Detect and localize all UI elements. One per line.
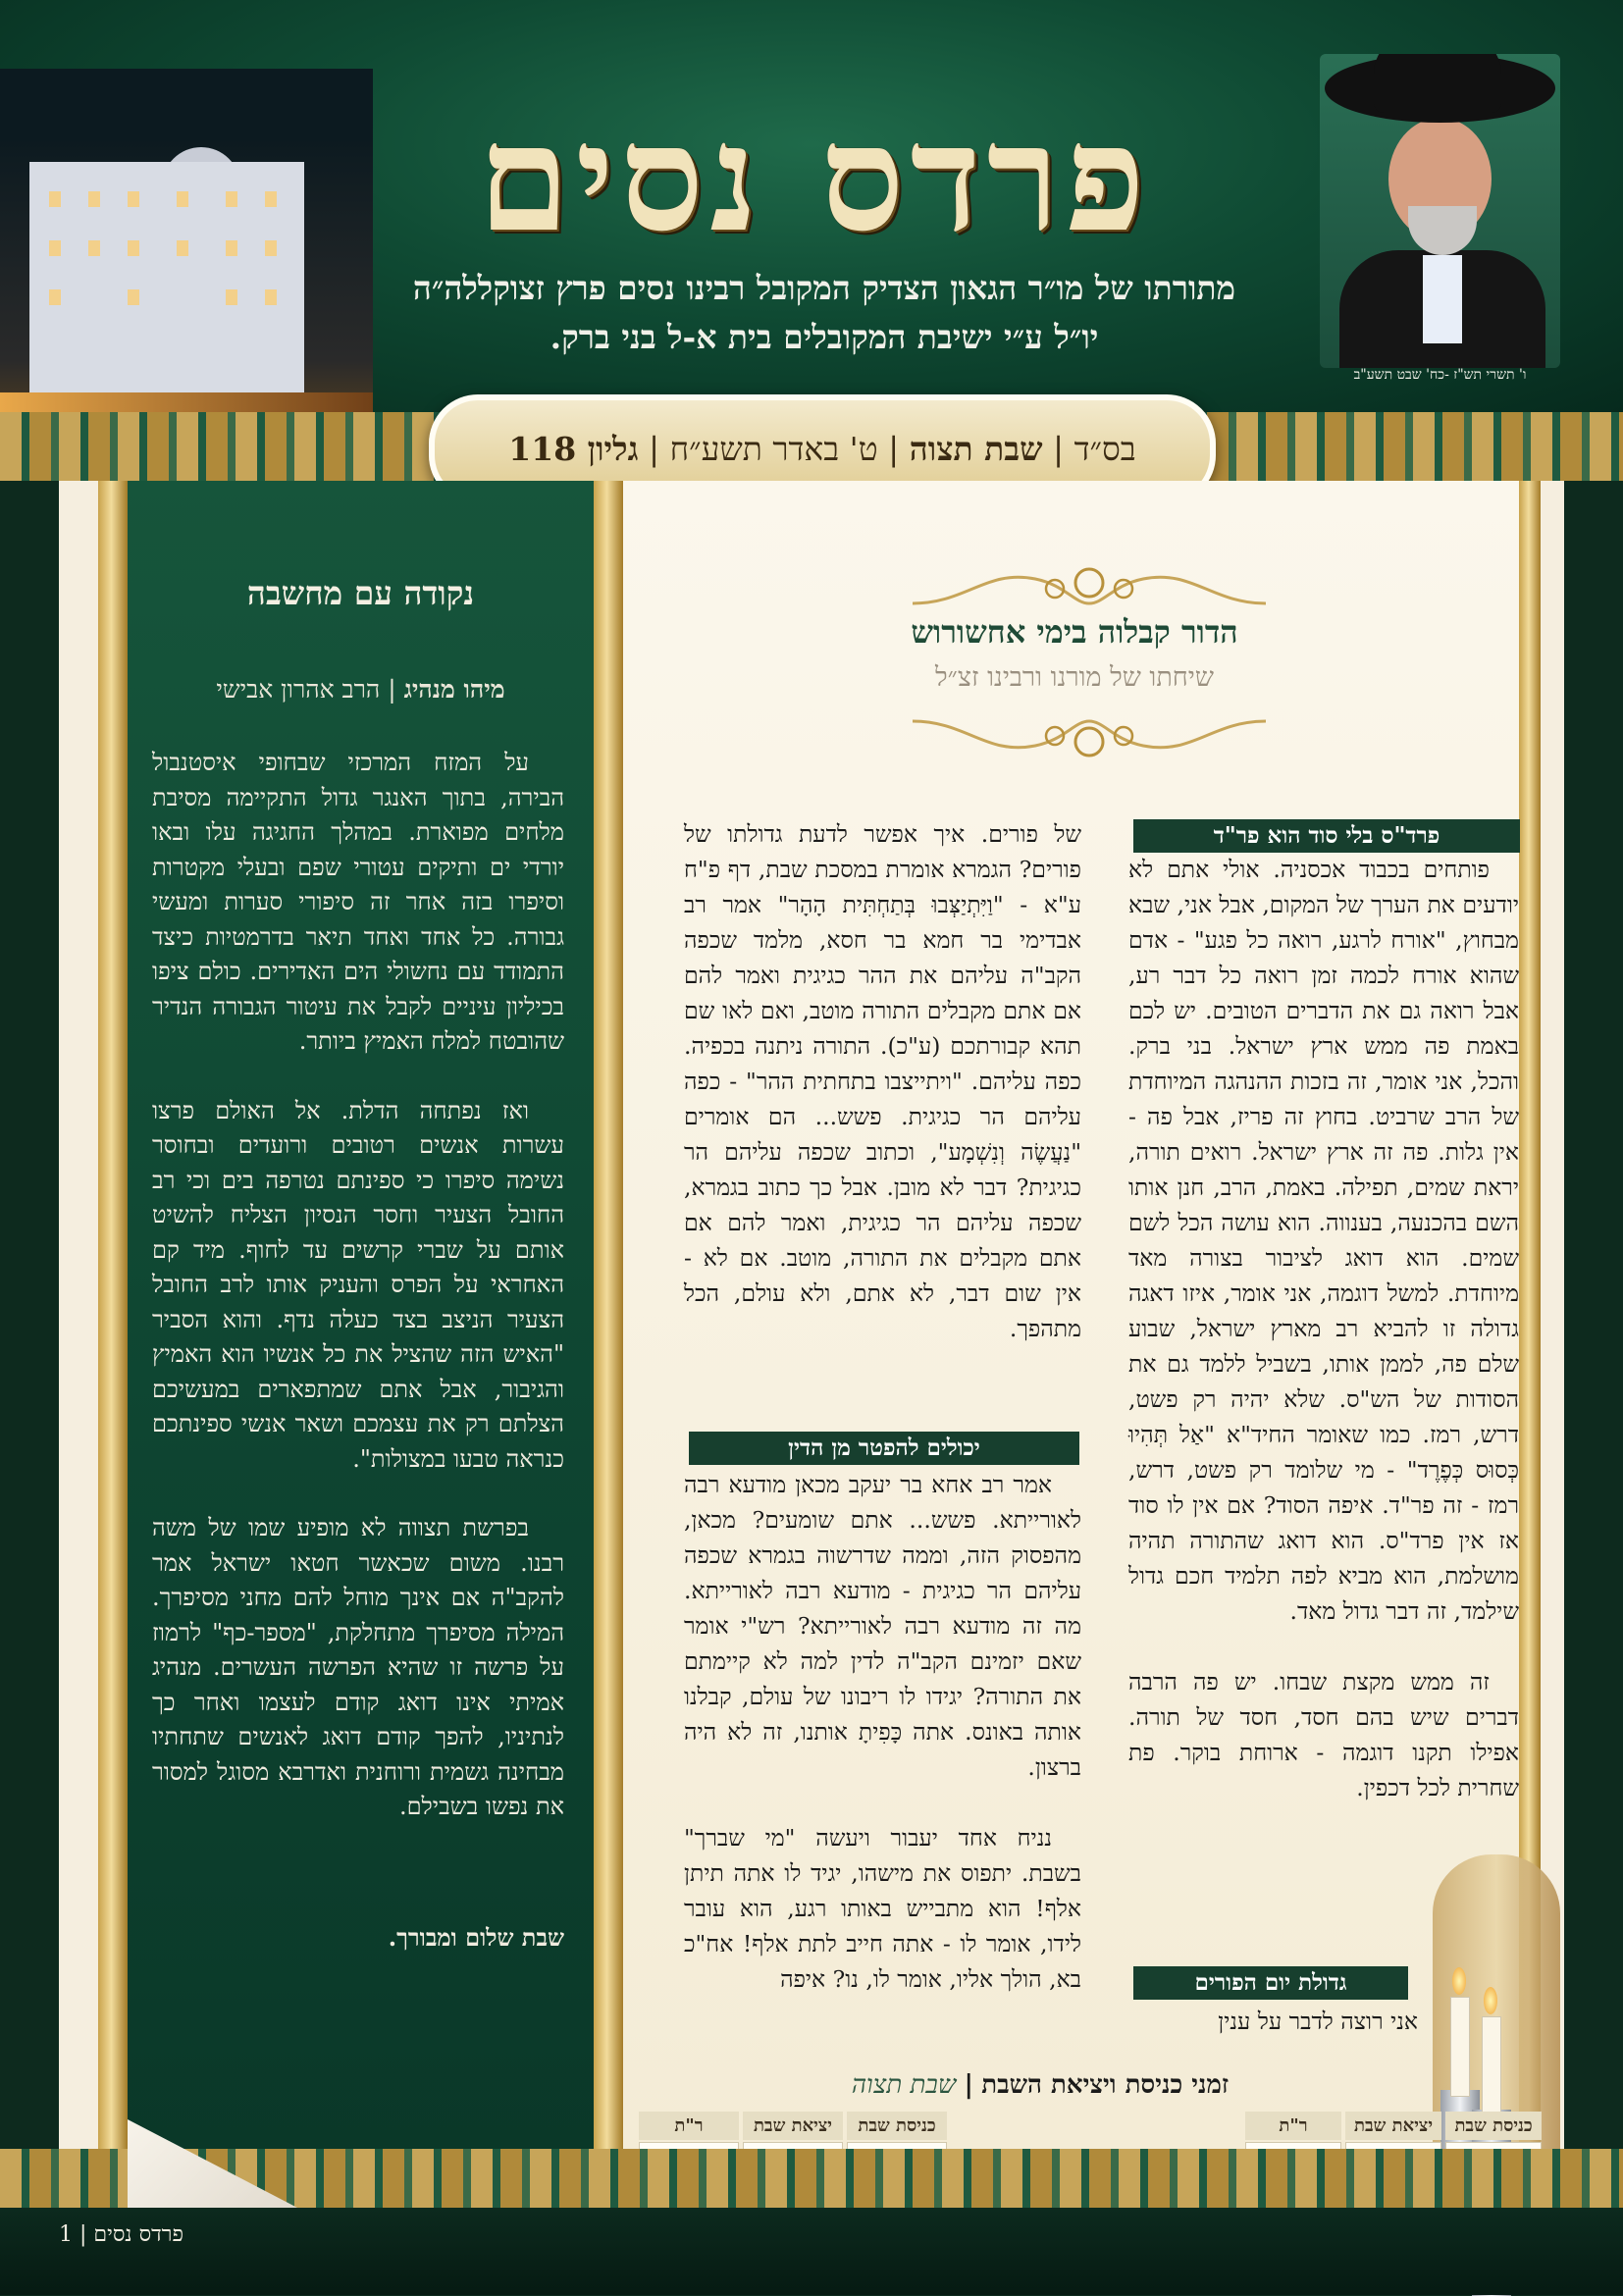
header-shabbat-ends: יציאת שבת: [1345, 2112, 1441, 2140]
banner-separator: |: [1053, 430, 1065, 468]
gold-pillar: [98, 481, 128, 2149]
sidebar-paragraph: בפרשת תצווה לא מופיע שמו של משה רבנו. משום שכאשר חטאו ישראל אמר להקב"ה אם אינך מוחל להם מחני מסיפרך. המילה מסיפרך מתחלקת, "מספר-כף" לרמוז על פרשה זו שהיא הפרשה העשרים. מנהיג אמיתי אינו דואג קודם לעצמו ואחר כך לנתיניו, להפך קודם דואג לאנשים שתחתיו מבחינה גשמית ורוחנית ואדרבא מסוגל למסור את נפשו בשבילם.: [152, 1514, 564, 1820]
ornament-medallion: [1075, 728, 1103, 756]
article-column-right: [1128, 852, 1519, 1841]
window: [265, 289, 277, 305]
rabbi-portrait: [1320, 54, 1560, 368]
sidebar-body: [152, 746, 564, 1859]
window: [49, 289, 61, 305]
banner-bsd: בס״ד: [1073, 430, 1136, 468]
sidebar-byline-topic: מיהו מנהיג: [403, 675, 505, 704]
sidebar-byline: [147, 675, 574, 704]
street-lights: [0, 392, 373, 412]
sidebar-paragraph: ואז נפתחה הדלת. אל האולם פרצו עשרות אנשים רטובים ורועדים ובחוסר נשימה סיפרו כי ספינתם נטרפה בים וכי רב החובל הצעיר וחסר הנסיון הצליח להשיט אותם על שברי קרשים עד לחוף. מיד קם האחראי על הפרס והעניק אותו לרב החובל הצעיר הניצב בצד כעלה נדף. והוא הסביר "האיש הזה שהציל את כל אנשיו הוא האמיץ והגיבור, אבל אתם שמתפארים במעשיכם הצלתם רק את עצמכם ושאר אנשי ספינתכם כנראה טבעו במצולות".: [152, 1096, 564, 1473]
window: [265, 240, 277, 256]
ornament-medallion: [1075, 569, 1103, 597]
header-subtitle-1: מתורתו של מו״ר הגאון הצדיק המקובל רבינו נסים פרץ זצוקללה״ה: [412, 269, 1236, 307]
window: [128, 240, 139, 256]
banner-issue: גליון 118: [508, 430, 639, 468]
candle: [1482, 2016, 1501, 2116]
article-paragraph: נניח אחד יעבור ויעשה "מי שברך" בשבת. יתפוס את מישהו, יגיד לו אתה תיתן אלף! הוא מתבייש באותו רגע, הוא עובר לידו, אומר לו - אתה חייב לתת אלף! אח"כ בא, הולך אליו, אומר לו, נו? איפה: [684, 1824, 1081, 1993]
header-shabbat-ends: יציאת שבת: [743, 2112, 843, 2140]
section-heading: פרד"ס בלי סוד הוא פר"ד: [1133, 819, 1520, 853]
flame-icon: [1484, 1987, 1497, 2014]
ornament-top-icon: [908, 559, 1271, 618]
portrait-shirt: [1423, 255, 1462, 343]
window: [226, 240, 237, 256]
window: [177, 240, 188, 256]
header-candle-lighting: כניסת שבת: [847, 2112, 947, 2140]
window: [49, 240, 61, 256]
article-paragraph: אמר רב אחא בר יעקב מכאן מודעא רבה לאורייתא. פשש... אתם שומעים? מכאן, מהפסוק הזה, וממה שדרשוה בגמרא שכפה עליהם הר כגיגית - מודעא רבה לאורייתא. מה זה מודעא רבה לאורייתא? רש"י אומר שאם יזמינם הקב"ה לדין למה לא קיימתם את התורה? יגידו לו ריבונו של עולם, קבלנו אותה באונס. אתה כָּפִיתָ אותנו, זה לא היה ברצון.: [684, 1471, 1081, 1781]
article-paragraph: של פורים. איך אפשר לדעת גדולתו של פורים? הגמרא אומרת במסכת שבת, דף פ"ח ע"א - "וַיִּתְיַצְּבוּ בְּתַחְתִּית הָהָר" אמר רב אבדימי בר חמא בר חסא, מלמד שכפה הקב"ה עליהם את ההר כגיגית ואמר להם אם אתם מקבלים התורה מוטב, ואם לאו שם תהא קבורתכם (ע"כ). התורה ניתנה בכפיה. כפה עליהם. "ויתייצבו בתחתית ההר" - כפה עליהם הר כגיגית. פשש... הם אומרים "נַעֲשֶׂה וְנִשְׁמָע", וכתוב שכפה עליהם הר כגיגית? דבר לא מובן. אבל כך כתוב בגמרא, שכפה עליהם הר כגיגית, ואמר להם אם אתם מקבלים את התורה, מוטב. אם לא - אין שום דבר, לא אתם, ולא עולם, הכל מתהפך.: [684, 820, 1081, 1342]
candle: [1450, 1997, 1470, 2097]
times-title: [687, 2070, 1393, 2100]
header-subtitle-2: יו״ל ע״י ישיבת המקובלים בית א-ל בני ברק.: [550, 318, 1099, 356]
footer: [0, 2208, 1623, 2295]
city-header-empty: [951, 2112, 1027, 2140]
ornament-bottom-icon: [908, 706, 1271, 765]
footer-separator: |: [79, 2222, 87, 2247]
section-heading: גדולת יום הפורים: [1133, 1966, 1408, 2000]
portrait-beard: [1408, 206, 1477, 255]
yeshiva-building-image: [0, 69, 373, 412]
ornament-scroll-line: [913, 721, 1266, 748]
building-facade: [29, 162, 304, 397]
sidebar-paragraph: על המזח המרכזי שבחופי איסטנבול הבירה, בתוך האנגר גדול התקיימה מסיבת מלחים מפוארת. במהלך החגיגה עלו ובאו יורדי ים ותיקים עטורי שפם ובעלי מקטרות וסיפרו בזה אחר זה סיפורי סערות ומעשי גבורה. כל אחד ואחד תיאר בדרמטיות כיצד התמודד עם נחשולי הים האדירים. כולם ציפו בכיליון עיניים לקבל את עיטור הגבורה הנדיר שהובטח למלח האמיץ ביותר.: [152, 749, 564, 1055]
banner-separator: |: [649, 430, 660, 468]
header-title: פרדס נסים: [477, 92, 1151, 265]
page-number: 1: [59, 2222, 73, 2247]
sidebar-byline-author: הרב אהרון אבישי: [216, 675, 381, 704]
times-header-row: [1245, 2112, 1619, 2140]
window: [226, 289, 237, 305]
header-rabbeinu-tam: ר"ת: [639, 2112, 739, 2140]
times-separator: |: [964, 2070, 973, 2100]
window: [88, 240, 100, 256]
times-header-row: [639, 2112, 1027, 2140]
article-paragraph: פותחים בכבוד אכסניה. אולי אתם לא יודעים את הערך של המקום, אבל אני, שבא מבחוץ, "אורח לרגע, רואה כל פגע" - אדם שהוא אורח לכמה זמן רואה כל דבר רע, אבל רואה גם את הדברים הטובים. יש לכם באמת פה ממש ארץ ישראל. בני ברק. והכל, אני אומר, זה בזכות ההנהגה המיוחדת של הרב שרביט. בחוץ זה פריז, אבל פה - אין גלות. פה זה ארץ ישראל. רואים תורה, יראת שמים, תפילה. באמת, הרב, חנן אותו השם בהכנעה, בענווה. הוא עושה הכל לשם שמים. הוא דואג לציבור בצורה מאד מיוחדת. למשל דוגמה, אני אומר, איזו דאגה גדולה זו להביא רב מארץ ישראל, שבוע שלם פה, לממן אותו, בשביל ללמד גם את הסודות של הש"ס. שלא יהיה רק פשט, דרש, רמז. כמו שאומר החיד"א "אַל תְּהִיוּ כְּסוּס כְּפֶרֶד" - מי שלומד רק פשט, דרש, רמז - זה פר"ד. איפה הסוד? אם אין לו סוד אז אין פרד"ס. הוא דואג שהתורה תהיה מושלמת, הוא מביא לפה תלמיד חכם גדול שילמד, זה דבר גדול מאד.: [1128, 856, 1519, 1625]
article-closing-line: אני רוצה לדבר על ענין: [1218, 2008, 1418, 2035]
window: [128, 191, 139, 207]
footer-text: [59, 2221, 183, 2247]
times-heading: זמני כניסת ויציאת השבת: [981, 2070, 1230, 2100]
window: [49, 191, 61, 207]
times-parasha: שבת תצוה: [851, 2070, 957, 2100]
ornament-scroll-line: [913, 577, 1266, 603]
sidebar-title: נקודה עם מחשבה: [246, 574, 475, 612]
window: [226, 191, 237, 207]
article-subtitle: שיחתו של מורנו ורבינו זצ״ל: [934, 662, 1214, 693]
banner-date: ט' באדר תשע״ח: [669, 430, 878, 468]
article-column-middle: [684, 816, 1081, 1382]
portrait-hat-crown: [1374, 54, 1501, 113]
banner-parasha: שבת תצוה: [909, 430, 1043, 468]
header-candle-lighting: כניסת שבת: [1445, 2112, 1542, 2140]
header-portrait-caption: ו' תשרי תש"ז -כח' שבט תשע"ב: [1353, 367, 1527, 383]
window: [128, 289, 139, 305]
window: [88, 191, 100, 207]
section-heading: יכולים להפטר מן הדין: [689, 1432, 1079, 1465]
byline-separator: |: [388, 675, 396, 704]
window: [265, 191, 277, 207]
sidebar-signoff: שבת שלום ומבורך.: [388, 1923, 564, 1952]
city-header-empty: [1545, 2112, 1619, 2140]
banner-separator: |: [888, 430, 900, 468]
header-rabbeinu-tam: ר"ת: [1245, 2112, 1341, 2140]
gold-pillar: [594, 481, 623, 2149]
footer-name: פרדס נסים: [93, 2222, 184, 2247]
article-paragraph: זה ממש מקצת שבחו. יש פה הרבה דברים שיש בהם חסד, חסד של תורה. אפילו תקנו דוגמה - ארוחת בוקר. פת שחרית לכל דכפין.: [1128, 1668, 1519, 1801]
article-title: הדור קבלוה בימי אחשורוש: [911, 613, 1238, 651]
flame-icon: [1452, 1967, 1466, 1995]
window: [177, 191, 188, 207]
article-column-middle-2: [684, 1467, 1081, 2032]
